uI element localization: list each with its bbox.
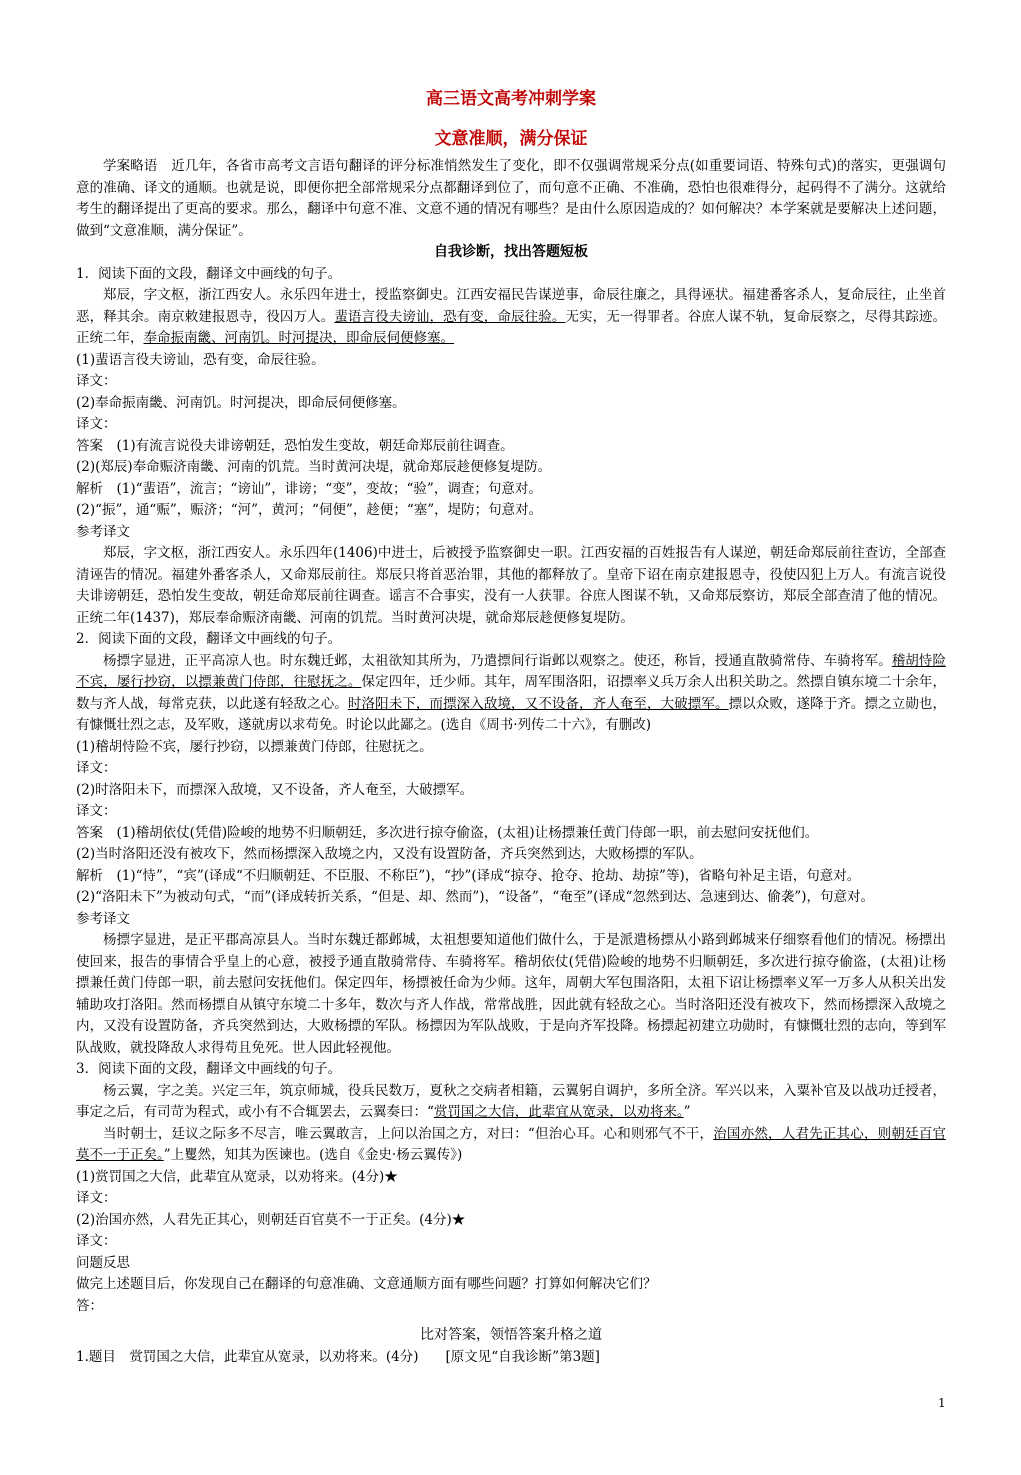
q2-answer-1: 答案 (1)稽胡依仗(凭借)险峻的地势不归顺朝廷，多次进行掠夺偷盗，(太祖)让杨摽兼任黄门侍郎一职，前去慰问安抚他们。	[76, 824, 819, 841]
document-page	[76, 88, 946, 1368]
q2-analysis-2: (2)“洛阳未下”为被动句式，“而”(译成转折关系，“但是、却、然而”)，“设备”，“奄至”(译成“忽然到达、急速到达、偷袭”)，句意对。	[76, 889, 875, 905]
q2-reference-label: 参考译文	[76, 910, 130, 927]
q1-analysis-2: (2)“振”，通“赈”，赈济；“河”，黄河；“伺便”，趁便；“塞”，堤防；句意对。	[76, 502, 543, 518]
reflection-label: 问题反思	[76, 1254, 130, 1271]
q2-prompt: 2．阅读下面的文段，翻译文中画线的句子。	[76, 631, 342, 647]
q3-passage-2: 当时朝士，廷议之际多不尽言，唯云翼敢言，上问以治国之方，对曰：“但治心耳。心和则邪气不干，治国亦然，人君先正其心，则朝廷百官莫不一于正矣。”上矍然，知其为医谏也。(选自《金史·杨云翼传》)	[76, 1125, 947, 1163]
q2-reference-translation: 杨摽字显进，是正平郡高凉县人。当时东魏迁都邺城，太祖想要知道他们做什么，于是派遣杨摽从小路到邺城来仔细察看他们的情况。杨摽出使回来，报告的事情合乎皇上的心意，被授予通直散骑常侍、车骑将军。稽胡依仗(凭借)险峻的地势不归顺朝廷，多次进行掠夺偷盗，(太祖)让杨摽兼任黄门侍郎一职，前去慰问安抚他们。保定四年，杨摽被任命为少师。这年，周朝大军包围洛阳，太祖下诏让杨摽率义军一万多人从积关出发辅助攻打洛阳。然而杨摽自从镇守东境二十多年，数次与齐人作战，常常战胜，因此就有轻敌之心。当时洛阳还没有被攻下，然而杨摽深入敌境之内，又没有设置防备，齐兵突然到达，大败杨摽的军队。杨摽因为军队战败，于是向齐军投降。杨摽起初建立功勋时，有慷慨壮烈的志向，等到军队战败，就投降敌人求得苟且免死。世人因此轻视他。	[76, 932, 946, 1056]
section-heading-diagnosis: 自我诊断，找出答题短板	[434, 244, 588, 260]
q3-prompt: 3．阅读下面的文段，翻译文中画线的句子。	[76, 1061, 342, 1077]
q3-translation-label-2: 译文：	[76, 1233, 117, 1249]
q3-sentence-1: (1)赏罚国之大信，此辈宜从宽录，以劝将来。(4分)★	[76, 1168, 398, 1185]
section-heading-compare: 比对答案，领悟答案升格之道	[420, 1327, 602, 1343]
page-number: 1	[938, 1396, 946, 1410]
q3-passage-1: 杨云翼，字之美。兴定三年，筑京师城，役兵民数万，夏秋之交病者相籍，云翼躬自调护，多所全济。军兴以来，入粟补官及以战功迁授者，事定之后，有司苛为程式，或小有不合辄罢去，云翼奏曰：“赏罚国之大信，此辈宜从宽录，以劝将来。”	[76, 1082, 946, 1120]
q1-analysis-1: 解析 (1)“蜚语”，流言；“谤讪”，诽谤；“变”，变故；“验”，调查；句意对。	[76, 480, 542, 497]
q2-translation-label-1: 译文：	[76, 760, 117, 776]
q2-answer-2: (2)当时洛阳还没有被攻下，然而杨摽深入敌境之内，又没有设置防备，齐兵突然到达，大败杨摽的军队。	[76, 846, 703, 862]
q3-underlined-sentence-1: 赏罚国之大信，此辈宜从宽录，以劝将来。	[433, 1104, 684, 1120]
reflection-answer-label: 答：	[76, 1297, 103, 1314]
q2-sentence-2: (2)时洛阳未下，而摽深入敌境，又不设备，齐人奄至，大破摽军。	[76, 781, 474, 798]
document-subtitle: 文意准顺，满分保证	[434, 129, 588, 149]
q1-passage: 郑辰，字文枢，浙江西安人。永乐四年进士，授监察御史。江西安福民告谋逆事，命辰往廉之，具得诬状。福建番客杀人，复命辰往，止坐首恶，释其余。南京敕建报恩寺，役囚万人。蜚语言役夫谤讪，恐有变，命辰往验。无实，无一得罪者。谷庶人谋不轨，复命辰察之，尽得其踪迹。正统二年，奉命振南畿、河南饥。时河提决，即命辰伺便修塞。	[76, 287, 947, 346]
q2-underlined-sentence-1: 稽胡恃险不宾，屡行抄窃，以摽兼黄门侍郎，往慰抚之。	[76, 652, 946, 690]
q2-passage: 杨摽字显进，正平高凉人也。时东魏迁邺，太祖欲知其所为，乃遣摽间行诣邺以观察之。使还，称旨，授通直散骑常侍、车骑将军。稽胡恃险不宾，屡行抄窃，以摽兼黄门侍郎，往慰抚之。保定四年，迁少师。其年，周军围洛阳，诏摽率义兵万余人出积关助之。然摽自镇东境二十余年，数与齐人战，每常克获，以此遂有轻敌之心。时洛阳未下，而摽深入敌境，又不设备，齐人奄至，大破摽军。摽以众败，遂降于齐。摽之立勋也，有慷慨壮烈之志，及军败，遂就虏以求苟免。时论以此鄙之。(选自《周书·列传二十六》，有删改)	[76, 652, 947, 733]
q3-sentence-2: (2)治国亦然，人君先正其心，则朝廷百官莫不一于正矣。(4分)★	[76, 1211, 466, 1228]
item-1-title: 1.题目 赏罚国之大信，此辈宜从宽录，以劝将来。(4分) [原文见“自我诊断”第3题]	[76, 1348, 600, 1365]
q1-answer-2: (2)(郑辰)奉命赈济南畿、河南的饥荒。当时黄河决堤，就命郑辰趁便修复堤防。	[76, 459, 552, 475]
document-title: 高三语文高考冲刺学案	[426, 89, 596, 109]
intro-paragraph: 学案略语 近几年，各省市高考文言语句翻译的评分标准悄然发生了变化，即不仅强调常规采分点(如重要词语、特殊句式)的落实，更强调句意的准确、译文的通顺。也就是说，即便你把全部常规采分点都翻译到位了，而句意不正确、不准确，恐怕也很难得分，起码得不了满分。这就给考生的翻译提出了更高的要求。那么，翻译中句意不准、文意不通的情况有哪些？是由什么原因造成的？如何解决？本学案就是要解决上述问题，做到“文意准顺，满分保证”。	[76, 158, 946, 239]
q1-sentence-2: (2)奉命振南畿、河南饥。时河提决，即命辰伺便修塞。	[76, 394, 406, 411]
q1-translation-label-2: 译文：	[76, 416, 117, 432]
q2-analysis-1: 解析 (1)“恃”，“宾”(译成“不归顺朝廷、不臣服、不称臣”)，“抄”(译成“掠夺、抢夺、抢劫、劫掠”等)，省略句补足主语，句意对。	[76, 867, 861, 884]
q1-reference-label: 参考译文	[76, 523, 130, 540]
q3-underlined-sentence-2: 治国亦然，人君先正其心，则朝廷百官莫不一于正矣。	[76, 1125, 947, 1163]
q2-underlined-sentence-2: 时洛阳未下，而摽深入敌境，又不设备，齐人奄至，大破摽军。	[347, 695, 729, 712]
q2-translation-label-2: 译文：	[76, 803, 117, 819]
q1-translation-label-1: 译文：	[76, 373, 117, 389]
q1-underlined-sentence-2: 奉命振南畿、河南饥。时河提决，即命辰伺便修塞。	[143, 330, 454, 346]
q1-prompt: 1．阅读下面的文段，翻译文中画线的句子。	[76, 265, 342, 282]
q1-reference-translation: 郑辰，字文枢，浙江西安人。永乐四年(1406)中进士，后被授予监察御史一职。江西安福的百姓报告有人谋逆，朝廷命郑辰前往查访，全部查清诬告的情况。福建外番客杀人，又命郑辰前往。郑辰只将首恶治罪，其他的都释放了。皇帝下诏在南京建报恩寺，役使囚犯上万人。有流言说役夫诽谤朝廷，恐怕发生变故，朝廷命郑辰前往调查。谣言不合事实，没有一人获罪。谷庶人图谋不轨，又命郑辰察访，郑辰全部查清了他的情况。正统二年(1437)，郑辰奉命赈济南畿、河南的饥荒。当时黄河决堤，就命郑辰趁便修复堤防。	[76, 545, 946, 626]
q1-sentence-1: (1)蜚语言役夫谤讪，恐有变，命辰往验。	[76, 351, 325, 368]
q1-underlined-sentence-1: 蜚语言役夫谤讪，恐有变，命辰往验。	[334, 308, 566, 325]
q3-translation-label-1: 译文：	[76, 1190, 117, 1206]
q2-sentence-1: (1)稽胡恃险不宾，屡行抄窃，以摽兼黄门侍郎，往慰抚之。	[76, 738, 433, 755]
reflection-question: 做完上述题目后，你发现自己在翻译的句意准确、文意通顺方面有哪些问题？打算如何解决它们？	[76, 1276, 657, 1292]
q1-answer-1: 答案 (1)有流言说役夫诽谤朝廷，恐怕发生变故，朝廷命郑辰前往调查。	[76, 437, 514, 454]
